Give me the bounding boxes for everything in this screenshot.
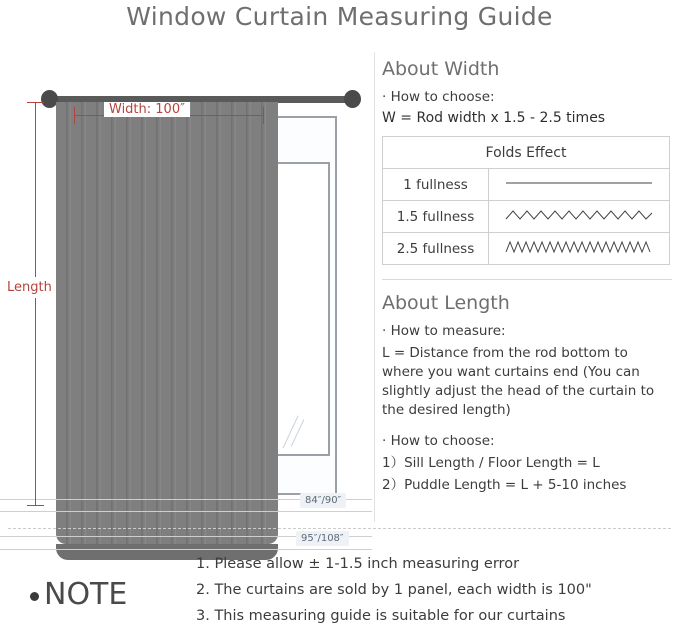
section-divider (382, 279, 672, 280)
sill-length-tag: 84″/90″ (300, 493, 346, 508)
width-how-to-choose-label: · How to choose: (382, 89, 495, 105)
curtain-panel (56, 102, 278, 552)
list-item: 2. The curtains are sold by 1 panel, each width is 100" (196, 582, 592, 598)
length-measure-text: L = Distance from the rod bottom to where you want curtains end (You can slightly adjust the head of the curtain to the desired length) (382, 345, 655, 418)
floor-length-tag: 95″/108″ (296, 531, 349, 546)
table-row (383, 201, 670, 233)
width-measure-label: Width: 100″ (104, 102, 190, 117)
folds-table-header: Folds Effect (383, 137, 670, 169)
note-bullet-icon (30, 592, 39, 601)
list-item: 3. This measuring guide is suitable for our curtains (196, 608, 566, 624)
folds-row-label: 2.5 fullness (383, 233, 489, 265)
folds-effect-table (382, 136, 670, 265)
length-how-to-choose-label: · How to choose: (382, 433, 495, 449)
info-column (382, 58, 672, 498)
note-list (196, 556, 676, 634)
folds-row-label: 1.5 fullness (383, 201, 489, 233)
length-measure-line (35, 102, 36, 506)
curtain-diagram (0, 44, 372, 544)
horizontal-divider (8, 528, 671, 529)
folds-wave-tight-icon (489, 233, 670, 265)
length-how-to-measure-label: · How to measure: (382, 323, 506, 339)
note-heading: NOTE (44, 577, 128, 612)
table-row (383, 233, 670, 265)
curtain-fabric (56, 102, 278, 544)
vertical-divider (374, 52, 375, 522)
about-length-heading: About Length (382, 292, 510, 314)
width-formula: W = Rod width x 1.5 - 2.5 times (382, 110, 606, 126)
length-choice-2: 2）Puddle Length = L + 5-10 inches (382, 477, 627, 493)
length-choice-1: 1）Sill Length / Floor Length = L (382, 455, 600, 471)
list-item: 1. Please allow ± 1-1.5 inch measuring error (196, 556, 520, 572)
folds-row-label: 1 fullness (383, 169, 489, 201)
table-row (383, 169, 670, 201)
folds-wave-flat-icon (489, 169, 670, 201)
about-width-heading: About Width (382, 58, 500, 80)
page-title: Window Curtain Measuring Guide (126, 2, 553, 31)
rod-finial-right-icon (344, 90, 361, 108)
length-measure-label: Length (5, 277, 54, 298)
folds-wave-medium-icon (489, 201, 670, 233)
